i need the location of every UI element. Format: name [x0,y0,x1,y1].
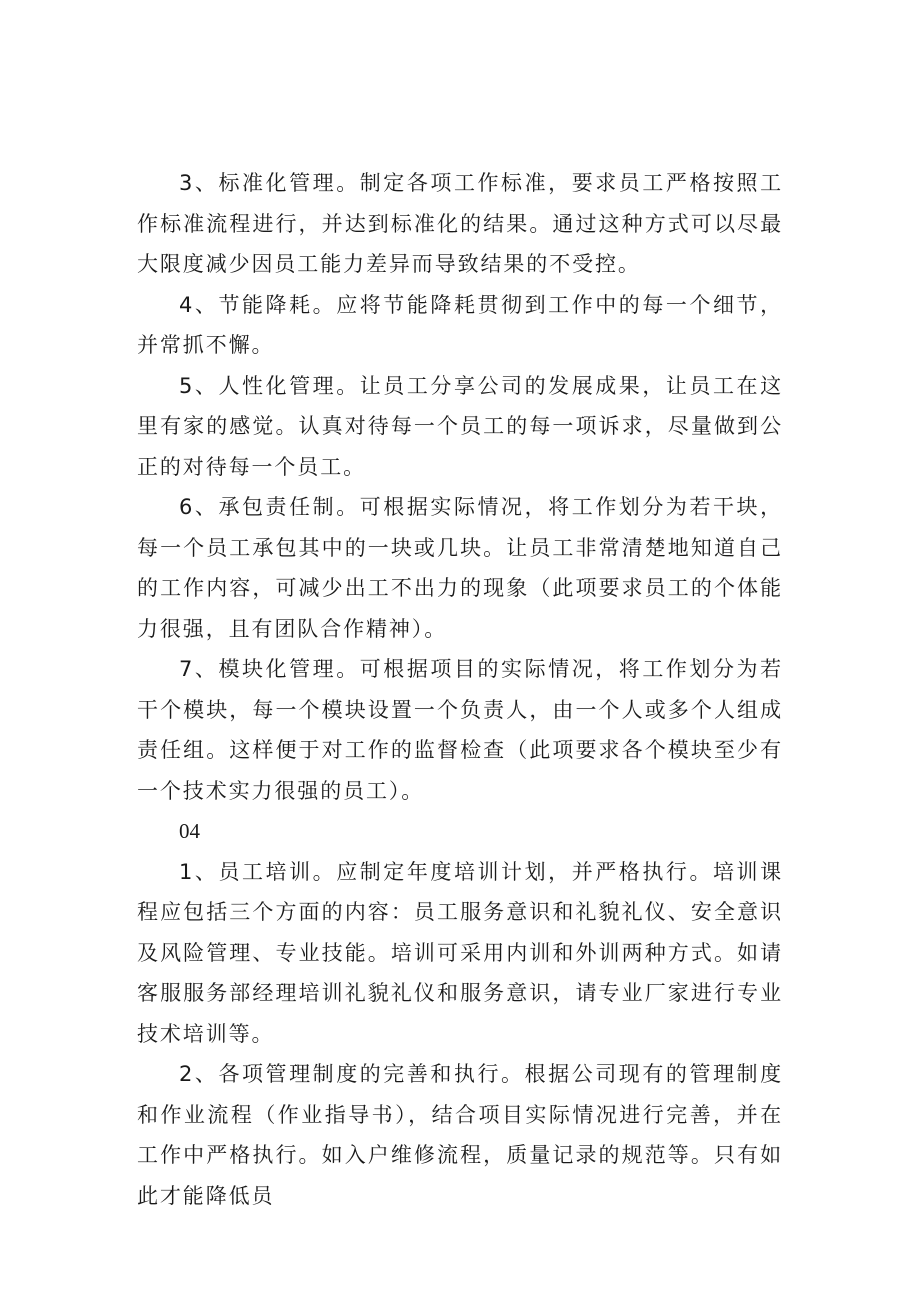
paragraph-humanized-management: 5、人性化管理。让员工分享公司的发展成果，让员工在这里有家的感觉。认真对待每一个员工的每一项诉求，尽量做到公正的对待每一个员工。 [137,373,783,479]
paragraph-modular-management: 7、模块化管理。可根据项目的实际情况，将工作划分为若干个模块，每一个模块设置一个负责人，由一个人或多个人组成责任组。这样便于对工作的监督检查（此项要求各个模块至少有一个技术实力很强的员工）。 [137,657,783,803]
section-number: 04 [179,819,200,843]
paragraph-standardization: 3、标准化管理。制定各项工作标准，要求员工严格按照工作标准流程进行，并达到标准化的结果。通过这种方式可以尽最大限度减少因员工能力差异而导致结果的不受控。 [137,171,783,276]
paragraph-contract-responsibility: 6、承包责任制。可根据实际情况，将工作划分为若干块，每一个员工承包其中的一块或几块。让员工非常清楚地知道自己的工作内容，可减少出工不出力的现象（此项要求员工的个体能力很强，且有团队合作精神）。 [137,495,783,641]
paragraph-staff-training: 1、员工培训。应制定年度培训计划，并严格执行。培训课程应包括三个方面的内容：员工服务意识和礼貌礼仪、安全意识及风险管理、专业技能。培训可采用内训和外训两种方式。如请客服服务部经理培训礼貌礼仪和服务意识，请专业厂家进行专业技术培训等。 [137,859,783,1046]
paragraph-management-system: 2、各项管理制度的完善和执行。根据公司现有的管理制度和作业流程（作业指导书），结合项目实际情况进行完善，并在工作中严格执行。如入户维修流程，质量记录的规范等。只有如此才能降低员 [137,1062,783,1208]
paragraph-energy-saving: 4、节能降耗。应将节能降耗贯彻到工作中的每一个细节，并常抓不懈。 [137,292,783,357]
document-body [137,163,783,1216]
